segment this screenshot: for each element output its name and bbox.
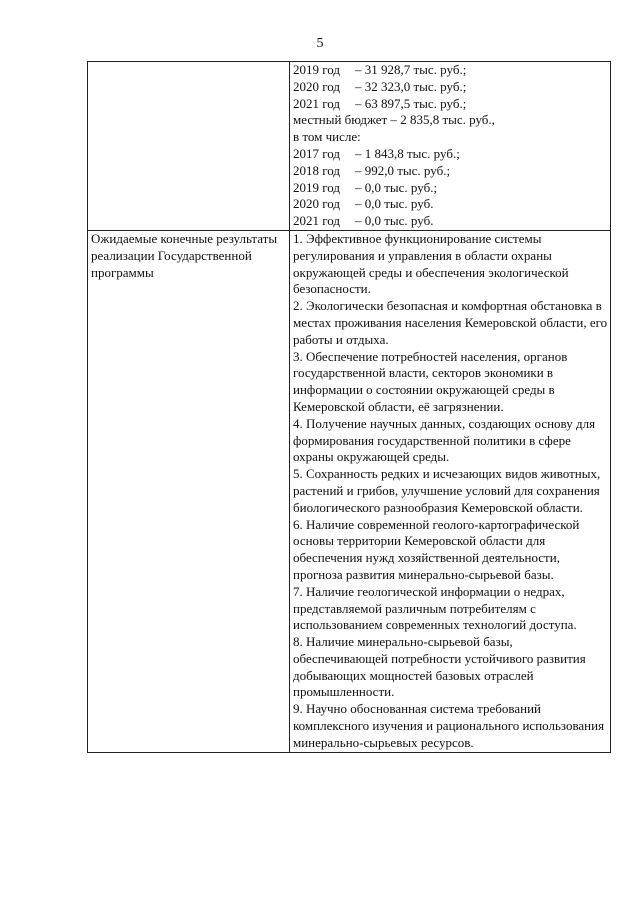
funding-amount: – 0,0 тыс. руб. xyxy=(355,213,434,229)
local-funding-line xyxy=(293,163,608,180)
funding-year: 2018 год xyxy=(293,162,340,178)
program-passport-table xyxy=(87,61,611,753)
results-label: Ожидаемые конечные результаты реализации Государственной программы xyxy=(88,230,290,752)
results-row xyxy=(88,230,611,752)
result-item: 6. Наличие современной геолого-картографической основы территории Кемеровской области для обеспечения нужд хозяйственной деятельности, прогноза развития минерально-сырьевой базы. xyxy=(293,516,580,582)
result-item: 7. Наличие геологической информации о недрах, представляемой различным потребителям с использованием современных технологий доступа. xyxy=(293,583,577,633)
funding-year: 2017 год xyxy=(293,145,340,161)
funding-line xyxy=(293,62,608,79)
local-funding-line xyxy=(293,196,608,213)
funding-amount: – 0,0 тыс. руб.; xyxy=(355,179,438,195)
page-number: 5 xyxy=(316,36,324,51)
funding-amount: – 31 928,7 тыс. руб.; xyxy=(355,62,467,77)
funding-label-cell xyxy=(88,62,290,231)
result-item: 5. Сохранность редких и исчезающих видов животных, растений и грибов, улучшение условий для сохранения биологического разнообразия Кемеровской области. xyxy=(293,466,601,515)
funding-amount: – 1 843,8 тыс. руб.; xyxy=(355,145,460,161)
funding-row xyxy=(88,62,611,231)
funding-amount: – 992,0 тыс. руб.; xyxy=(355,162,451,178)
result-item: 2. Экологически безопасная и комфортная обстановка в местах проживания населения Кемеровской области, его работы и отдыха. xyxy=(293,298,608,347)
local-funding-line xyxy=(293,180,608,197)
including-label: в том числе: xyxy=(293,129,361,145)
results-cell xyxy=(290,230,611,752)
result-item: 4. Получение научных данных, создающих основу для формирования государственной политики в сфере охраны окружающей среды. xyxy=(293,415,596,465)
funding-year: 2021 год xyxy=(293,213,340,229)
funding-line xyxy=(293,79,608,96)
funding-year: 2020 год xyxy=(293,78,340,94)
local-funding-line xyxy=(293,146,608,163)
funding-year: 2021 год xyxy=(293,95,340,111)
result-item: 9. Научно обоснованная система требований комплексного изучения и рационального использования минерально-сырьевых ресурсов. xyxy=(293,701,605,750)
funding-cell xyxy=(290,62,611,231)
funding-year: 2019 год xyxy=(293,62,340,77)
local-funding-line xyxy=(293,213,608,230)
funding-amount: – 32 323,0 тыс. руб.; xyxy=(355,78,467,94)
funding-amount: – 63 897,5 тыс. руб.; xyxy=(355,95,467,111)
result-item: 8. Наличие минерально-сырьевой базы, обеспечивающей потребности устойчивого развития добывающих мощностей базовых отраслей промышленности. xyxy=(293,634,586,700)
funding-line xyxy=(293,96,608,113)
result-item: 1. Эффективное функционирование системы регулирования и управления в области охраны окружающей среды и обеспечения экологической безопасности. xyxy=(293,230,569,297)
funding-year: 2019 год xyxy=(293,179,340,195)
result-item: 3. Обеспечение потребностей населения, органов государственной власти, секторов экономики в информации о состоянии окружающей среды в Кемеровской области, её загрязнении. xyxy=(293,348,568,414)
funding-year: 2020 год xyxy=(293,196,340,212)
funding-amount: – 0,0 тыс. руб. xyxy=(355,196,434,212)
local-budget-total: местный бюджет – 2 835,8 тыс. руб., xyxy=(293,112,495,128)
